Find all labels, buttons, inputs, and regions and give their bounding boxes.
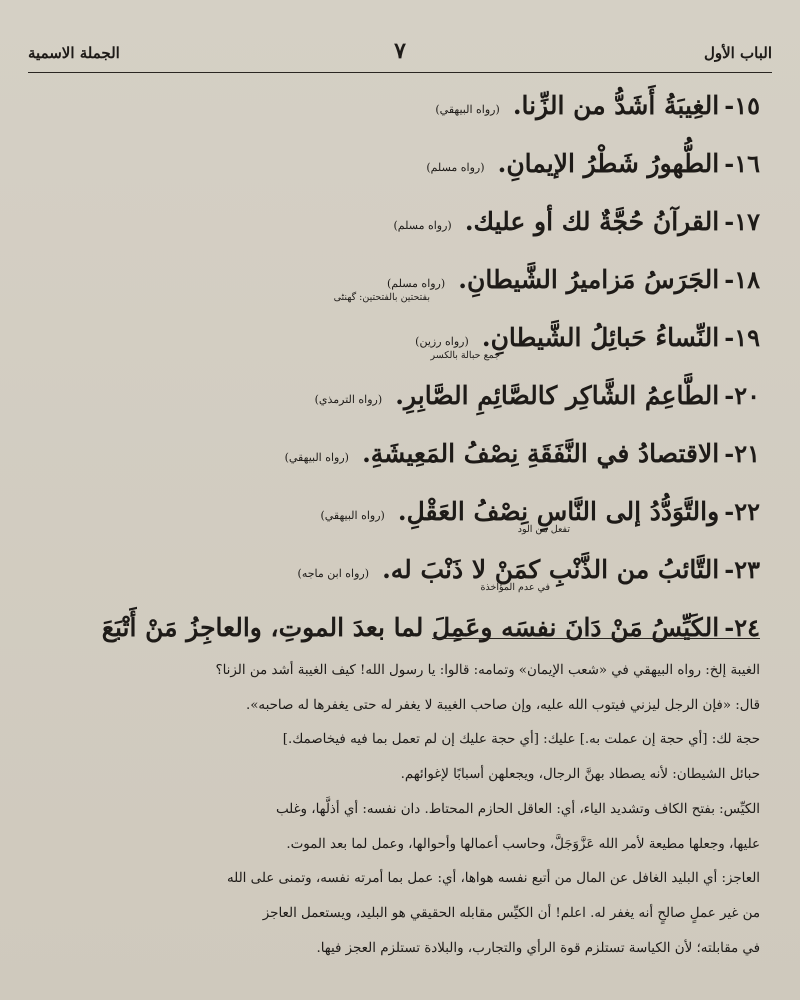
hadith-text: الجَرَسُ مَزاميرُ الشَّيطانِ. [458,265,720,294]
footnote-line: العاجز: أي البليد الغافل عن المال من أتبع نفسه هواها، أي: عمل بما أمرته نفسه، وتمنى على الله [226,871,760,887]
hadith-number: ١٥- [724,91,760,120]
hadith-item [36,376,760,434]
hadith-source: (رواه ابن ماجه) [297,566,369,580]
hadith-gloss: في عدم المؤاخذة [480,582,550,593]
hadith-number: ٢٢- [724,497,760,526]
footnote-line: في مقابلته؛ لأن الكياسة تستلزم قوة الرأي والتجارب، والبلادة تستلزم العجز فيها. [316,940,760,956]
hadith-item [36,492,760,550]
hadith-gloss: جمع حبالة بالكسر [430,350,500,361]
footnote-line: من غير عملٍ صالحٍ أنه يغفر له. اعلم! أن الكيِّس مقابله الحقيقي هو البليد، ويستعمل العاجز [262,905,760,921]
hadith-gloss: بفتحتين بالفتحتين: گھنٹی [333,292,430,303]
hadith-source: (رواه مسلم) [386,276,446,290]
hadith-item [36,86,760,144]
footnote-line: عليها، وجعلها مطيعة لأمر الله عَزَّوَجَلَّ، وحاسب أعمالها وأحوالها، وعمل لما بعد الموت. [286,836,760,852]
hadith-text: القرآنُ حُجَّةٌ لك أو عليك. [464,207,720,236]
hadith-number: ٢٠- [724,381,760,410]
chapter-title: الباب الأول [703,44,772,62]
hadith-text: والتَّوَدُّدُ إلى النَّاسِ نِصْفُ العَقْلِ. [397,497,720,526]
footnote-line: حجة لك: [أي حجة إن عملت به.] عليك: [أي حجة عليك إن لم تعمل بما فيه فيخاصمك.] [282,732,760,748]
hadith-number: ١٩- [724,323,760,352]
page-header [28,38,772,73]
hadith-source: (رواه مسلم) [393,218,452,232]
hadith-text: الطَّاعِمُ الشَّاكِر كالصَّائِمِ الصَّابِرِ. [395,381,720,410]
hadith-source: (رواه البيهقي) [320,508,385,522]
hadith-item [36,260,760,318]
page-number: ٧ [394,38,406,64]
hadith-source: (رواه البيهقي) [435,102,500,116]
hadith-text: الطُّهورُ شَطْرُ الإيمانِ. [497,149,720,178]
topic-title: الجملة الاسمية [28,44,120,62]
hadith-source: (رواه رزين) [415,334,469,348]
hadith-text: التَّائبُ من الذَّنْبِ كمَنْ لا ذَنْبَ له. [382,555,720,584]
footnote-line: حبائل الشيطان: لأنه يصطاد بهنَّ الرجال، ويجعلهن أسبابًا لإغوائهم. [400,767,760,783]
hadith-item [36,434,760,492]
hadith-source: (رواه البيهقي) [284,450,349,464]
hadith-text: الغِيبَةُ أَشَدُّ من الزِّنا. [512,91,720,120]
hadith-text: النِّساءُ حَبائِلُ الشَّيطانِ. [481,323,720,352]
hadith-number: ١٧- [724,207,760,236]
hadith-item [36,318,760,376]
hadith-text: الاقتصادُ في النَّفَقَةِ نِصْفُ المَعِيشَةِ. [362,439,720,468]
hadith-text: الكَيِّسُ مَنْ دَانَ نفسَه وعَمِلَ لما بعدَ الموتِ، والعاجِزُ مَنْ أَتْبَعَ [101,613,720,642]
hadith-number: ٢٤- [724,613,760,642]
footnote-line: الغيبة إلخ: رواه البيهقي في «شعب الإيمان» وتمامه: قالوا: يا رسول الله! كيف الغيبة أشد من الزنا؟ [215,663,760,678]
hadith-number: ١٦- [724,149,760,178]
footnotes [34,654,760,966]
hadith-list [36,86,760,666]
hadith-item [36,144,760,202]
hadith-number: ٢٣- [724,555,760,584]
hadith-number: ٢١- [724,439,760,468]
hadith-number: ١٨- [724,265,760,294]
hadith-item [36,550,760,608]
hadith-item [36,202,760,260]
footnote-divider [432,638,760,639]
footnote-line: قال: «فإن الرجل ليزني فيتوب الله عليه، وإن صاحب الغيبة لا يغفر له حتى يغفرها له صاحبه». [245,697,760,713]
hadith-source: (رواه مسلم) [426,160,485,174]
hadith-source: (رواه الترمذي) [314,392,383,406]
hadith-gloss: تفعل من الود [517,524,570,535]
footnote-line: الكيِّس: بفتح الكاف وتشديد الياء، أي: العاقل الحازم المحتاط. دان نفسه: أي أذلَّها، وغلب [275,801,760,817]
